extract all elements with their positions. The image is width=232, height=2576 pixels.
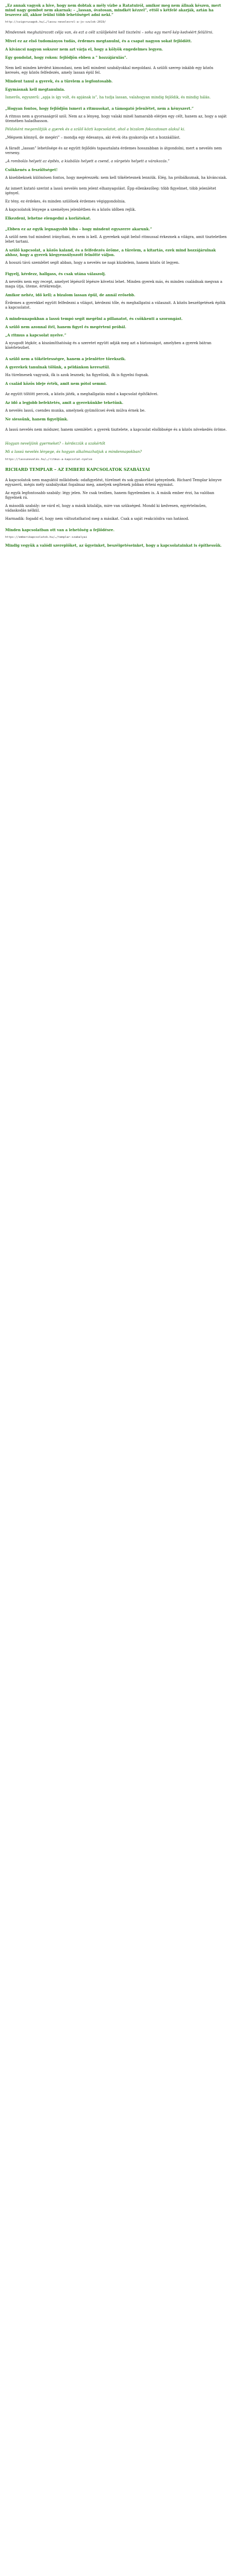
article-paragraph: A szülő nem a tökéletességre, hanem a jelenlétre törekszik. [5, 357, 126, 361]
article-paragraph: Példaként megemlítjük a gyerek és a szülő közti kapcsolatot, ahol a bizalom fokozatosan alakul ki. [5, 127, 186, 131]
article-paragraph: Mindennek meghatározott célja van, és ezt a célt szülőjeként kell tisztelni – soha egy merő kép kedvéért felülírni. [5, 30, 213, 35]
footer-url[interactable]: https://lassunevelés.hu/…/ritmus-a-kapcsolat-nyelve [5, 458, 92, 461]
article-paragraph: Az ismert kutató szerint a lassú nevelés nem jelent elhanyagolást. Épp ellenkezőleg: több figyelmet, több jelenlétet igényel. [5, 187, 217, 195]
section-body [5, 478, 228, 532]
section-paragraph: A kapcsolatok nem maguktól működnek: odafigyelést, türelmet és sok gyakorlást igényelnek. Richard Templar könyve egyszerű, mégis mély szabályokat fogalmaz meg, amelyek segítenek jobban érteni egymást. [5, 478, 222, 487]
article-paragraph: A kapcsolatok lényege a személyes jelenlétben és a közös időben rejlik. [5, 208, 136, 212]
section-url[interactable]: https://emberikapcsolatok.hu/…/templar-szabalyai [5, 536, 87, 539]
section-paragraph: Minden kapcsolatban ott van a lehetőség a fejlődésre. [5, 528, 115, 532]
footer-link-1[interactable]: Hogyan neveljünk gyermeket? – kérdezzük a szakértőt [5, 442, 106, 446]
article-paragraph: A kisebbeknek különösen fontos, hogy megérezzék: nem kell tökéletesnek lenniük. Elég, ha próbálkoznak, ha kíváncsiak. [5, 176, 227, 180]
section-paragraph: Az egyik legfontosabb szabály: légy jelen. Ne csak testben, hanem figyelemben is. A másik ember érzi, ha valóban figyelnek rá. [5, 491, 214, 500]
article-paragraph: Figyelj, kérdezz, hallgass, és csak utána válaszolj. [5, 272, 106, 276]
article-paragraph: Ha türelmesek vagyunk, ők is azok lesznek; ha figyelünk, ők is figyelni fognak. [5, 373, 149, 377]
article-paragraph: Nem kell minden kérdést kimondani, nem kell mindent szabályokkal megoldani. A szülői szerep inkább egy közös keresés, egy közös felfedezés, amely lassan épül fel. [5, 66, 213, 75]
footer-link-2[interactable]: Mi a lassú nevelés lényege, és hogyan alkalmazhatjuk a mindennapokban? [5, 450, 142, 454]
article-paragraph: „Ebben ez az egyik legnagyobb hiba – hogy mindent egyszerre akarunk.” [5, 227, 152, 231]
article-paragraph: A fáradt „lassan” lehetősége és az együtt fejlődés tapasztalata érdemes hosszabban is átgondolni, mert a nevelés nem verseny. [5, 146, 222, 155]
article-paragraph: Egy gondolat, hogy rokon: fejlődjön ebben a " hozzájárulás". [5, 55, 127, 60]
article-paragraph: A család közös ideje érték, amit nem pótol semmi. [5, 381, 107, 386]
article-paragraph: Ne siessünk, hanem figyeljünk. [5, 417, 69, 421]
article-body [5, 30, 228, 432]
section-paragraph: A második szabály: ne várd el, hogy a másik kitalálja, mire van szükséged. Mondd ki kedvesen, egyértelműen, vádaskodás nélkül. [5, 504, 207, 513]
article-paragraph: Mivel ez az első tudományos tudás, érdemes megtanulni, és a csapat nagyon sokat fejlődött. [5, 39, 192, 43]
article-paragraph: A mindennapokban a lassú tempó segít megélni a pillanatot, és csökkenti a szorongást. [5, 316, 183, 321]
article-paragraph: A nevelés lassú, csendes munka, amelynek gyümölcsei évek múlva érnek be. [5, 409, 146, 413]
article-paragraph: A ritmus nem a gyorsaságról szól. Nem az a lényeg, hogy valaki minél hamarabb elérjen egy célt, hanem az, hogy a saját ütemében haladhasson. [5, 114, 227, 123]
footer-links [5, 442, 228, 462]
article-paragraph: A nevelés nem egy recept, amelyet lépésről lépésre követni lehet. Minden gyerek más, és minden családnak megvan a maga útja, üteme, értékrendje. [5, 280, 223, 289]
intro-quote: „Ez annak vagyok a híve, hogy nem dobtak a mély vízbe a Ratatuiról, amikor meg nem állnak készen, mert mind nagy gombot nem akarnak: – „lassan, óvatosan, mindkét kézzel”, ettől s kétfelé akarják, aztán ha leszerez áll, akkor leülni több lehetőséget adni neki.” [5, 3, 221, 17]
article-paragraph: Az együtt töltött percek, a közös játék, a meghallgatás mind a kapcsolat építőkövei. [5, 392, 159, 396]
article-paragraph: A szülő nem tud mindent irányítani, és nem is kell. A gyerekek saját belső ritmussal érkeznek a világra, amit tiszteletben lehet tartani. [5, 235, 227, 244]
article-paragraph: A gyerekek tanulnak tőlünk, a példánkon keresztül. [5, 365, 110, 369]
article-paragraph: Érdemes a gyerekkel együtt felfedezni a világot, kérdezni tőle, és meghallgatni a válaszait. A közös beszélgetések építik a kapcsolatot. [5, 301, 226, 310]
article-paragraph: Mindent tanul a gyerek, és a türelem a legfontosabb. [5, 79, 113, 83]
article-paragraph: Ismerős, egyszerű: „apja is így volt, és apjának is”, ha tudja lassan, valahogyan mindig fejlődik, és mindig hálás. [5, 95, 211, 99]
article-paragraph: A kíváncsi nagyon sokszor nem azt várja el, hogy a kölyök engedelmes legyen. [5, 47, 163, 52]
article-paragraph: „Hogyan fontos, hogy fejlődjön ismeri a ritmusokat, a támogató jelenlétet, nem a kényszert.” [5, 106, 194, 111]
article-paragraph: A szülő kapcsolat, a közös kaland, és a felfedezés öröme, a türelem, a kitartás, ezek mind hozzájárulnak ahhoz, hogy a gyerek kiegyensúlyozott felnőtté váljon. [5, 248, 216, 257]
article-paragraph: Egymásnak kell megtanulnia. [5, 87, 65, 92]
article-paragraph: „A ritmus a kapcsolat nyelve.” [5, 333, 67, 337]
section-title: RICHARD TEMPLAR – AZ EMBERI KAPCSOLATOK SZABÁLYAI [5, 467, 150, 472]
article-paragraph: Az idő a legjobb befektetés, amit a gyerekünkbe tehetünk. [5, 400, 124, 405]
article-paragraph: „A rombolás helyett az építés, a kiabálás helyett a csend, a sürgetés helyett a várakozás.” [5, 159, 170, 163]
article-paragraph: A nyugodt légkör, a kiszámíthatóság és a szeretet együtt adják meg azt a biztonságot, amelyben a gyerek bátran kísérletezhet. [5, 341, 212, 350]
article-paragraph: Elkezdeni, lehetne elengedni a korlátokat. [5, 216, 91, 221]
article-paragraph: A szülő nem azonnal ítél, hanem figyel és megérteni próbál. [5, 325, 126, 329]
closing-statement: Mindig vegyük a valódi szereplőket, az ügyeinket, beszélgetéseinket, hogy a kapcsolatainkat is építhessük. [5, 543, 222, 548]
article-paragraph: Amikor nehéz, idő kell; a bizalom lassan épül, de annál erősebb. [5, 293, 136, 297]
quote-source-link[interactable]: http://szigorusagok.hu/…/lassu-nevelesrol-a-jo-szulok-2019/ [5, 21, 106, 24]
section-paragraph: Harmadik: fogadd el, hogy nem változtathatod meg a másikat. Csak a saját reakcióidra van hatásod. [5, 517, 189, 521]
article-paragraph: A lassú nevelés nem módszer, hanem szemlélet: a gyerek tisztelete, a kapcsolat elsőbbsége és a közös növekedés öröme. [5, 428, 227, 432]
article-paragraph: „Mégsem könnyű, de megéri” – mondja egy édesanya, aki évek óta gyakorolja ezt a hozzáállást. [5, 135, 181, 140]
article-paragraph: Ez tény, ez érdekes, és minden szülőnek érdemes végiggondolnia. [5, 199, 126, 204]
article-paragraph: Csökkenés a feszültséget! [5, 167, 58, 172]
article-paragraph: A hosszú távú szemlélet segít abban, hogy a nevelés ne napi küzdelem, hanem közös út legyen. [5, 261, 180, 265]
